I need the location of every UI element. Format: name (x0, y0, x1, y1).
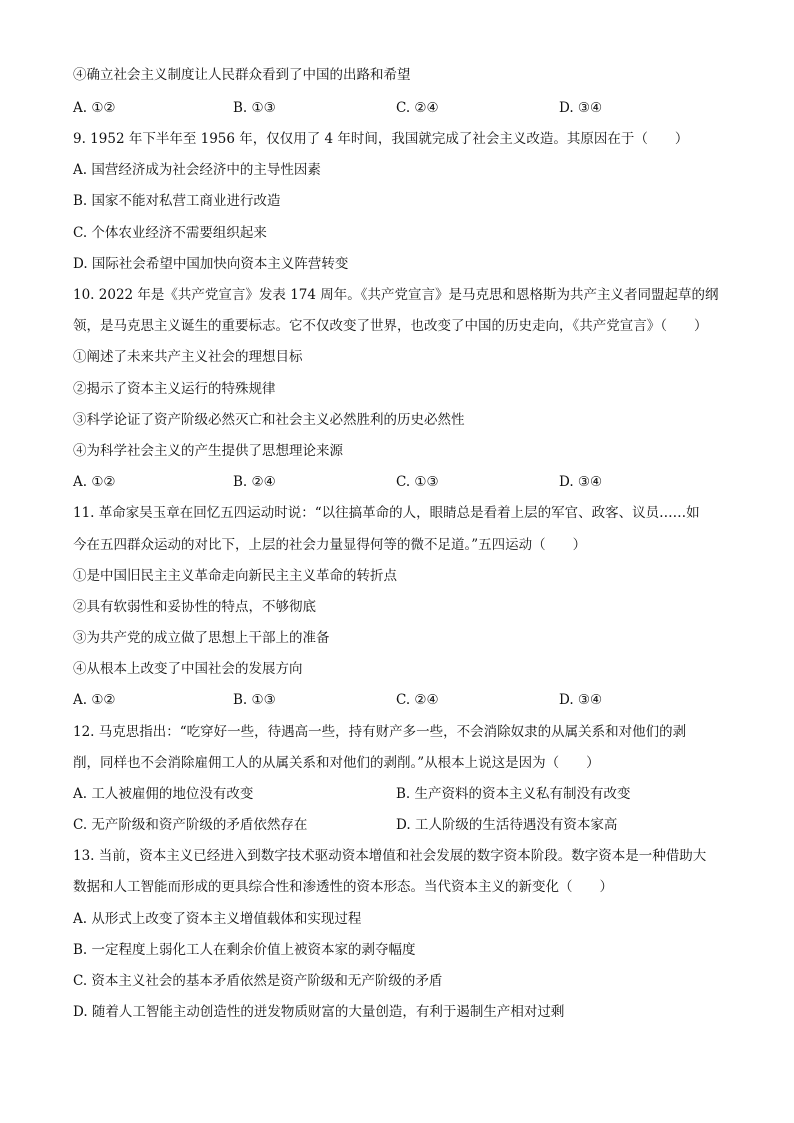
q8-option-c: C. ②④ (396, 100, 439, 116)
q12-options-row-1 (73, 785, 753, 803)
q13-option-d: D. 随着人工智能主动创造性的迸发物质财富的大量创造，有利于遏制生产相对过剩 (73, 1004, 565, 1020)
q10-stem-line-2: 领，是马克思主义诞生的重要标志。它不仅改变了世界，也改变了中国的历史走向，《共产党宣言》（ ） (73, 318, 708, 334)
q10-option-c: C. ①③ (396, 474, 439, 490)
q10-option-a: A. ①② (73, 474, 116, 490)
q13-stem-line-2: 数据和人工智能而形成的更具综合性和渗透性的资本形态。当代资本主义的新变化（ ） (73, 879, 613, 895)
q12-options-row-2 (73, 816, 753, 834)
q9-stem: 9. 1952 年下半年至 1956 年，仅仅用了 4 年时间，我国就完成了社会主义改造。其原因在于（ ） (73, 131, 689, 147)
q13-option-c: C. 资本主义社会的基本矛盾依然是资产阶级和无产阶级的矛盾 (73, 973, 443, 989)
q8-option-d: D. ③④ (559, 100, 603, 116)
q10-option-d: D. ③④ (559, 474, 603, 490)
q11-item-2: ②具有软弱性和妥协性的特点，不够彻底 (73, 599, 316, 615)
q12-option-a: A. 工人被雇佣的地位没有改变 (73, 786, 254, 802)
q12-option-b: B. 生产资料的资本主义私有制没有改变 (396, 786, 631, 802)
q10-options (73, 473, 753, 491)
q10-item-2: ②揭示了资本主义运行的特殊规律 (73, 381, 276, 397)
q9-option-c: C. 个体农业经济不需要组织起来 (73, 225, 267, 241)
q12-option-c: C. 无产阶级和资产阶级的矛盾依然存在 (73, 817, 308, 833)
q10-item-1: ①阐述了未来共产主义社会的理想目标 (73, 349, 303, 365)
q12-option-d: D. 工人阶级的生活待遇没有资本家高 (396, 817, 618, 833)
q9-option-b: B. 国家不能对私营工商业进行改造 (73, 193, 281, 209)
q8-item-4: ④确立社会主义制度让人民群众看到了中国的出路和希望 (73, 67, 411, 83)
q11-option-a: A. ①② (73, 692, 116, 708)
q9-option-d: D. 国际社会希望中国加快向资本主义阵营转变 (73, 256, 349, 272)
q11-options (73, 691, 753, 709)
q10-stem-line-1: 10. 2022 年是《共产党宣言》发表 174 周年。《共产党宣言》是马克思和恩格斯为共产主义者同盟起草的纲 (73, 287, 719, 303)
q10-option-b: B. ②④ (233, 474, 276, 490)
q10-item-3: ③科学论证了资产阶级必然灭亡和社会主义必然胜利的历史必然性 (73, 412, 465, 428)
q8-option-b: B. ①③ (233, 100, 276, 116)
q11-option-b: B. ①③ (233, 692, 276, 708)
q12-stem-line-1: 12. 马克思指出：“吃穿好一些，待遇高一些，持有财产多一些，不会消除奴隶的从属关系和对他们的剥 (73, 724, 687, 740)
q11-item-3: ③为共产党的成立做了思想上干部上的准备 (73, 630, 330, 646)
q13-option-a: A. 从形式上改变了资本主义增值载体和实现过程 (73, 911, 362, 927)
q8-options (73, 99, 753, 117)
q13-option-b: B. 一定程度上弱化工人在剩余价值上被资本家的剥夺幅度 (73, 942, 416, 958)
q11-item-1: ①是中国旧民主主义革命走向新民主主义革命的转折点 (73, 568, 397, 584)
q11-item-4: ④从根本上改变了中国社会的发展方向 (73, 661, 303, 677)
q11-option-d: D. ③④ (559, 692, 603, 708)
q9-option-a: A. 国营经济成为社会经济中的主导性因素 (73, 162, 321, 178)
q11-option-c: C. ②④ (396, 692, 439, 708)
q10-item-4: ④为科学社会主义的产生提供了思想理论来源 (73, 443, 343, 459)
q8-option-a: A. ①② (73, 100, 116, 116)
q11-stem-line-2: 今在五四群众运动的对比下，上层的社会力量显得何等的微不足道。”五四运动（ ） (73, 537, 587, 553)
q12-stem-line-2: 削，同样也不会消除雇佣工人的从属关系和对他们的剥削。”从根本上说这是因为（ ） (73, 755, 600, 771)
q13-stem-line-1: 13. 当前，资本主义已经进入到数字技术驱动资本增值和社会发展的数字资本阶段。数字资本是一种借助大 (73, 848, 707, 864)
q11-stem-line-1: 11. 革命家吴玉章在回忆五四运动时说：“以往搞革命的人，眼睛总是看着上层的军官、政客、议员……如 (73, 505, 700, 521)
